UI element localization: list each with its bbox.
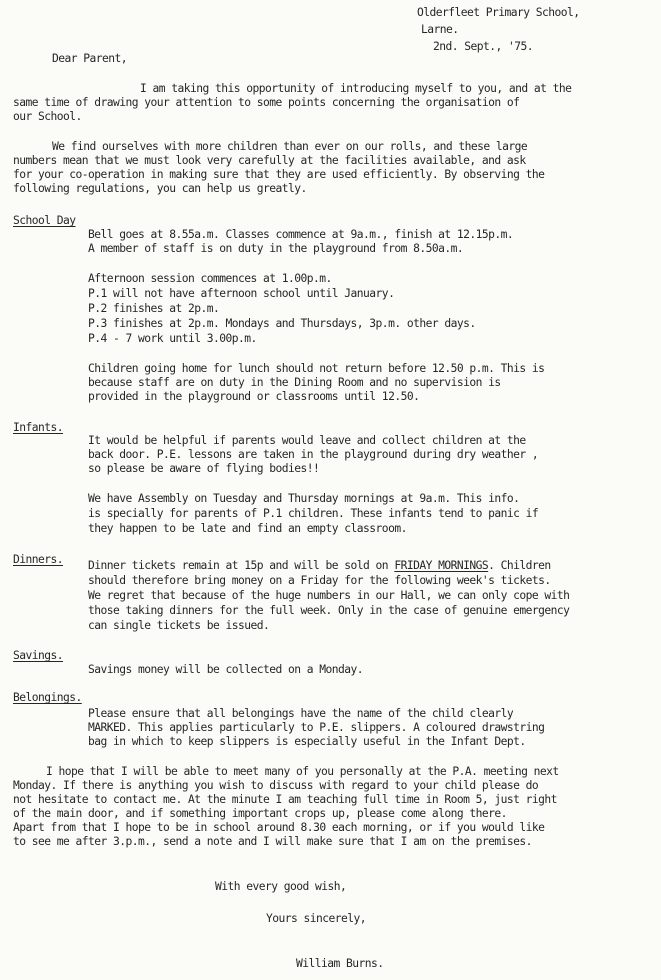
section-heading-belongings: Belongings.: [13, 691, 82, 704]
school-day-line: Bell goes at 8.55a.m. Classes commence at 9a.m., finish at 12.15p.m.: [88, 228, 514, 241]
savings-line: Savings money will be collected on a Monday.: [88, 663, 364, 676]
belongings-line: bag in which to keep slippers is especially useful in the Infant Dept.: [88, 735, 526, 748]
salutation: Dear Parent,: [52, 52, 128, 65]
signature: William Burns.: [296, 957, 384, 970]
section-heading-savings: Savings.: [13, 649, 64, 662]
dinners-line: We regret that because of the huge numbers in our Hall, we can only cope with: [88, 589, 570, 602]
intro-line: I am taking this opportunity of introducing myself to you, and at the: [140, 82, 572, 95]
body-line: We find ourselves with more children than ever on our rolls, and these large: [52, 140, 528, 153]
closing-line: Apart from that I hope to be in school around 8.30 each morning, or if you would like: [13, 821, 545, 834]
dinners-line: Dinner tickets remain at 15p and will be sold on FRIDAY MORNINGS. Children: [88, 559, 551, 572]
school-day-line: P.1 will not have afternoon school until January.: [88, 287, 395, 300]
infants-line: We have Assembly on Tuesday and Thursday mornings at 9a.m. This info.: [88, 492, 520, 505]
dinners-line: should therefore bring money on a Friday for the following week's tickets.: [88, 574, 551, 587]
belongings-line: MARKED. This applies particularly to P.E. slippers. A coloured drawstring: [88, 721, 545, 734]
infants-line: they happen to be late and find an empty classroom.: [88, 522, 407, 535]
intro-line: our School.: [13, 110, 82, 123]
infants-line: It would be helpful if parents would leave and collect children at the: [88, 434, 526, 447]
school-day-line: provided in the playground or classrooms until 12.50.: [88, 390, 420, 403]
friday-mornings-emphasis: FRIDAY MORNINGS: [394, 559, 489, 572]
school-day-line: P.2 finishes at 2p.m.: [88, 302, 220, 315]
section-heading-school-day: School Day: [13, 214, 76, 227]
body-line: for your co-operation in making sure that they are used efficiently. By observing the: [13, 168, 545, 181]
school-name: Olderfleet Primary School,: [417, 6, 580, 19]
valediction: Yours sincerely,: [266, 912, 367, 925]
infants-line: back door. P.E. lessons are taken in the playground during dry weather ,: [88, 448, 539, 461]
letter-date: 2nd. Sept., '75.: [433, 40, 534, 53]
infants-line: so please be aware of flying bodies!!: [88, 462, 320, 475]
body-line: numbers mean that we must look very carefully at the facilities available, and ask: [13, 154, 526, 167]
belongings-line: Please ensure that all belongings have the name of the child clearly: [88, 707, 514, 720]
dinners-line: those taking dinners for the full week. Only in the case of genuine emergency: [88, 604, 570, 617]
section-heading-infants: Infants.: [13, 421, 64, 434]
school-day-line: Afternoon session commences at 1.00p.m.: [88, 272, 332, 285]
closing-line: I hope that I will be able to meet many of you personally at the P.A. meeting next: [46, 765, 559, 778]
dinners-line: can single tickets be issued.: [88, 619, 270, 632]
school-day-line: P.4 - 7 work until 3.00p.m.: [88, 332, 257, 345]
school-day-line: P.3 finishes at 2p.m. Mondays and Thursdays, 3p.m. other days.: [88, 317, 476, 330]
closing-line: of the main door, and if something important crops up, please come along there.: [13, 807, 507, 820]
section-heading-dinners: Dinners.: [13, 553, 64, 566]
infants-line: is specially for parents of P.1 children. These infants tend to panic if: [88, 507, 539, 520]
intro-line: same time of drawing your attention to some points concerning the organisation of: [13, 96, 520, 109]
closing-line: Monday. If there is anything you wish to discuss with regard to your child please do: [13, 779, 539, 792]
school-day-line: Children going home for lunch should not return before 12.50 p.m. This is: [88, 362, 545, 375]
body-line: following regulations, you can help us greatly.: [13, 182, 307, 195]
town: Larne.: [421, 23, 459, 36]
closing-wish: With every good wish,: [215, 880, 347, 893]
closing-line: to see me after 3.p.m., send a note and I will make sure that I am on the premises.: [13, 835, 532, 848]
school-day-line: because staff are on duty in the Dining Room and no supervision is: [88, 376, 501, 389]
school-day-line: A member of staff is on duty in the playground from 8.50a.m.: [88, 242, 464, 255]
closing-line: not hesitate to contact me. At the minute I am teaching full time in Room 5, just right: [13, 793, 557, 806]
